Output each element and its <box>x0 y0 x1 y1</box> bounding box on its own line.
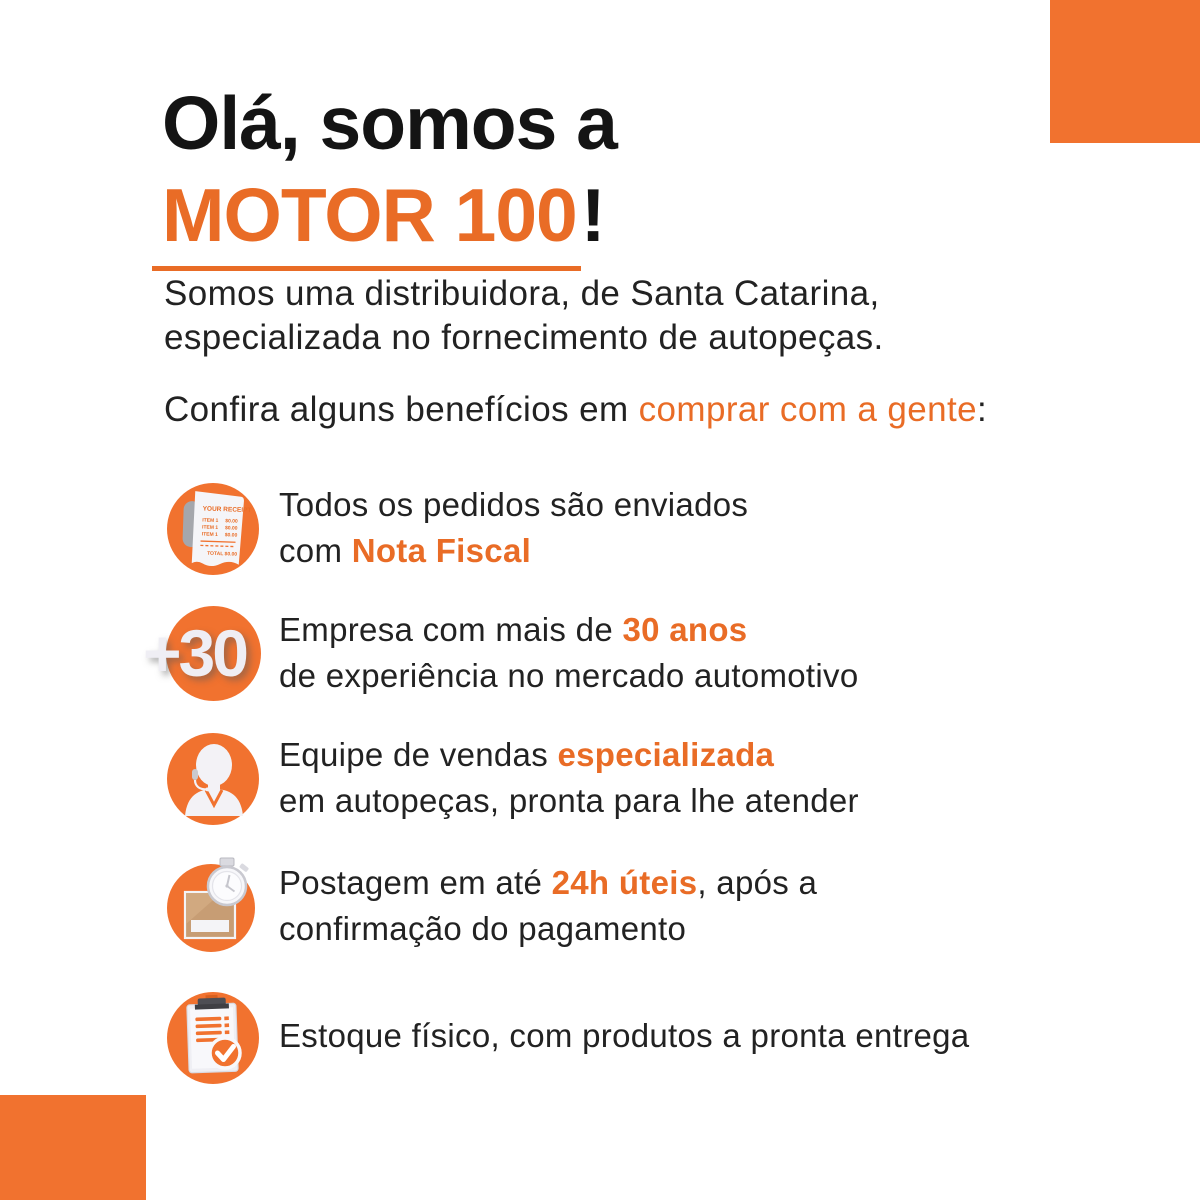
benefit-line: de experiência no mercado automotivo <box>279 657 859 694</box>
benefit-line: Equipe de vendas especializada <box>279 736 775 773</box>
corner-square-bottom-left <box>0 1095 146 1200</box>
benefit-row-invoice <box>163 478 748 578</box>
benefit-line: Todos os pedidos são enviados <box>279 486 749 523</box>
highlight-especializada: especializada <box>557 736 775 773</box>
benefit-text-stock <box>279 1013 969 1059</box>
svg-text:TOTAL $0.00: TOTAL $0.00 <box>206 550 238 558</box>
title-brand-line <box>162 170 617 271</box>
svg-text:$0.00: $0.00 <box>224 532 238 539</box>
plus-30-badge <box>143 603 263 703</box>
highlight-nota-fiscal: Nota Fiscal <box>351 532 532 569</box>
benefit-text-shipping <box>279 860 817 952</box>
svg-text:YOUR RECEIPT: YOUR RECEIPT <box>202 505 252 515</box>
intro-line-2: especializada no fornecimento de autopeças. <box>164 318 884 357</box>
plus-30-label: +30 <box>143 616 246 690</box>
benefit-text-sales-team <box>279 732 859 824</box>
benefit-line: confirmação do pagamento <box>279 910 687 947</box>
benefit-line: em autopeças, pronta para lhe atender <box>279 782 859 819</box>
highlight-24h-uteis: 24h úteis <box>551 864 698 901</box>
intro-line-1: Somos uma distribuidora, de Santa Catarina, <box>164 274 880 313</box>
title-exclamation: ! <box>580 173 605 257</box>
brand-name: MOTOR 100 <box>152 170 581 271</box>
benefit-text-invoice <box>279 482 748 574</box>
benefits-lead <box>164 390 987 430</box>
benefit-line: Postagem em até 24h úteis, após a <box>279 864 818 901</box>
clipboard-check-icon <box>163 986 263 1086</box>
svg-text:$0.00: $0.00 <box>225 518 238 525</box>
corner-square-top-right <box>1050 0 1200 143</box>
svg-text:$0.00: $0.00 <box>224 525 238 532</box>
shipping-stopwatch-icon <box>163 856 263 956</box>
title-greeting: Olá, somos a <box>162 81 617 165</box>
benefit-line: Empresa com mais de 30 anos <box>279 611 748 648</box>
svg-text:ITEM 1: ITEM 1 <box>202 517 219 525</box>
lead-colon: : <box>976 390 988 429</box>
benefit-row-sales-team <box>163 728 859 828</box>
support-agent-icon <box>163 728 263 828</box>
svg-text:ITEM 1: ITEM 1 <box>201 524 219 532</box>
highlight-30-anos: 30 anos <box>622 611 748 648</box>
benefit-line: com Nota Fiscal <box>279 532 532 569</box>
benefit-text-experience <box>279 607 858 699</box>
lead-highlight: comprar com a gente <box>638 390 977 429</box>
benefit-row-stock <box>163 986 969 1086</box>
svg-text:ITEM 1: ITEM 1 <box>201 531 218 538</box>
benefit-row-experience <box>143 603 859 703</box>
benefit-line: Estoque físico, com produtos a pronta entrega <box>279 1017 970 1054</box>
intro-paragraph <box>164 272 884 360</box>
receipt-icon <box>163 478 263 578</box>
page-title <box>162 78 617 271</box>
benefit-row-shipping <box>163 856 817 956</box>
lead-text: Confira alguns benefícios em <box>164 390 639 429</box>
